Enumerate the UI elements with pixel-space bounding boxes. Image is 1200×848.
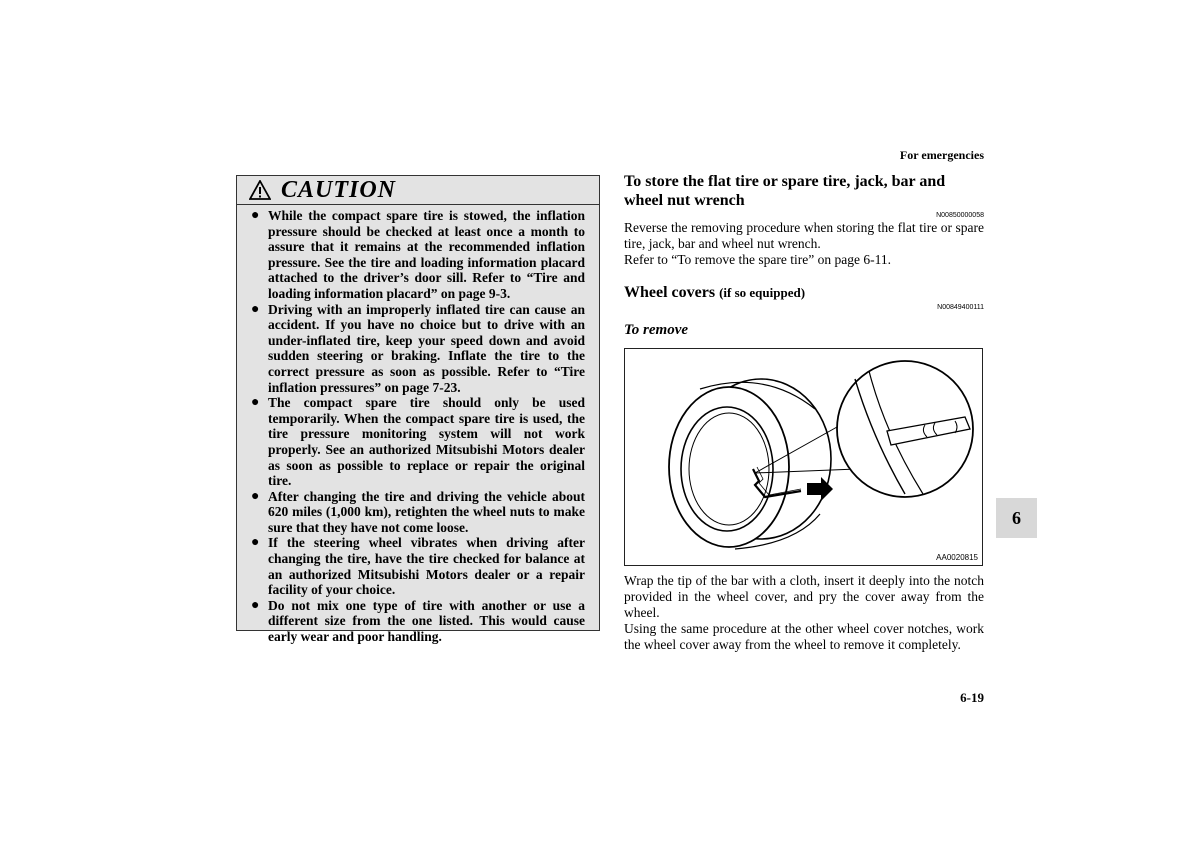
caution-item-text: Do not mix one type of tire with another or use a different size from the one listed. This would cause early wear and poor handling. bbox=[268, 597, 585, 645]
wheel-cover-illustration bbox=[624, 348, 983, 566]
wheel-cover bbox=[681, 407, 773, 531]
store-paragraph: Reverse the removing procedure when storing the flat tire or spare tire, jack, bar and wheel nut wrench. bbox=[624, 220, 984, 251]
bullet-icon: ● bbox=[251, 488, 260, 504]
to-remove-heading: To remove bbox=[624, 322, 689, 338]
wheel-cover-removal-drawing bbox=[625, 349, 982, 565]
store-heading: To store the flat tire or spare tire, jack, bar and wheel nut wrench bbox=[624, 173, 946, 209]
caution-item bbox=[251, 535, 585, 597]
caution-item-text: Driving with an improperly inflated tire can cause an accident. If you have no choice but to drive with an under-inflated tire, keep your speed down and avoid sudden steering or braking. Inflate the tire to the correct pressure as soon as possible. Refer to “Tire inflation pressures” on page 7-23. bbox=[268, 301, 585, 395]
wheel-covers-reference-code: N00849400111 bbox=[937, 304, 984, 311]
chapter-tab: 6 bbox=[996, 498, 1037, 538]
bullet-icon: ● bbox=[251, 395, 260, 411]
remove-paragraph: Wrap the tip of the bar with a cloth, insert it deeply into the notch provided in the wheel cover, and pry the cover away from the wheel. bbox=[624, 573, 984, 620]
bullet-icon: ● bbox=[251, 597, 260, 613]
page-number: 6-19 bbox=[960, 690, 984, 705]
caution-item-text: After changing the tire and driving the vehicle about 620 miles (1,000 km), retighten the wheel nuts to make sure that they have not come loose. bbox=[268, 488, 585, 535]
caution-box bbox=[236, 175, 600, 645]
right-column bbox=[624, 172, 984, 653]
caution-item-text: The compact spare tire should only be used temporarily. When the compact spare tire is used, the tire pressure monitoring system will not work properly. See an authorized Mitsubishi Motors dealer as soon as possible to replace or repair the original tire. bbox=[268, 395, 585, 489]
bullet-icon: ● bbox=[251, 535, 260, 551]
wheel-covers-suffix: (if so equipped) bbox=[719, 285, 806, 300]
remove-paragraph-2: Using the same procedure at the other wheel cover notches, work the wheel cover away from the wheel to remove it completely. bbox=[624, 621, 984, 652]
caution-item-text: If the steering wheel vibrates when driving after changing the tire, have the tire checked for balance at an authorized Mitsubishi Motors dealer or a repair facility of your choice. bbox=[268, 535, 585, 598]
figure-id: AA0020815 bbox=[936, 553, 978, 562]
caution-list bbox=[237, 205, 599, 645]
caution-item-text: While the compact spare tire is stowed, the inflation pressure should be checked at least once a month to assure that it remains at the recommended inflation pressure. See the tire and loading information placard attached to the driver’s door sill. Refer to “Tire and loading information placard” on page 9-3. bbox=[268, 208, 585, 301]
caution-item bbox=[251, 598, 585, 645]
bullet-icon: ● bbox=[251, 208, 260, 223]
caution-item bbox=[251, 208, 585, 302]
wheel-covers-title: Wheel covers bbox=[624, 284, 716, 301]
caution-item bbox=[251, 302, 585, 396]
section-header: For emergencies bbox=[899, 148, 984, 162]
caution-title: CAUTION bbox=[281, 177, 397, 203]
warning-triangle-icon bbox=[249, 180, 271, 200]
bullet-icon: ● bbox=[251, 301, 260, 317]
wheel-covers-heading bbox=[624, 283, 984, 302]
caution-item bbox=[251, 489, 585, 536]
store-reference-code: N00850000058 bbox=[936, 212, 984, 219]
store-reference: Refer to “To remove the spare tire” on page 6-11. bbox=[624, 252, 891, 267]
caution-item bbox=[251, 395, 585, 489]
caution-header bbox=[237, 176, 599, 205]
